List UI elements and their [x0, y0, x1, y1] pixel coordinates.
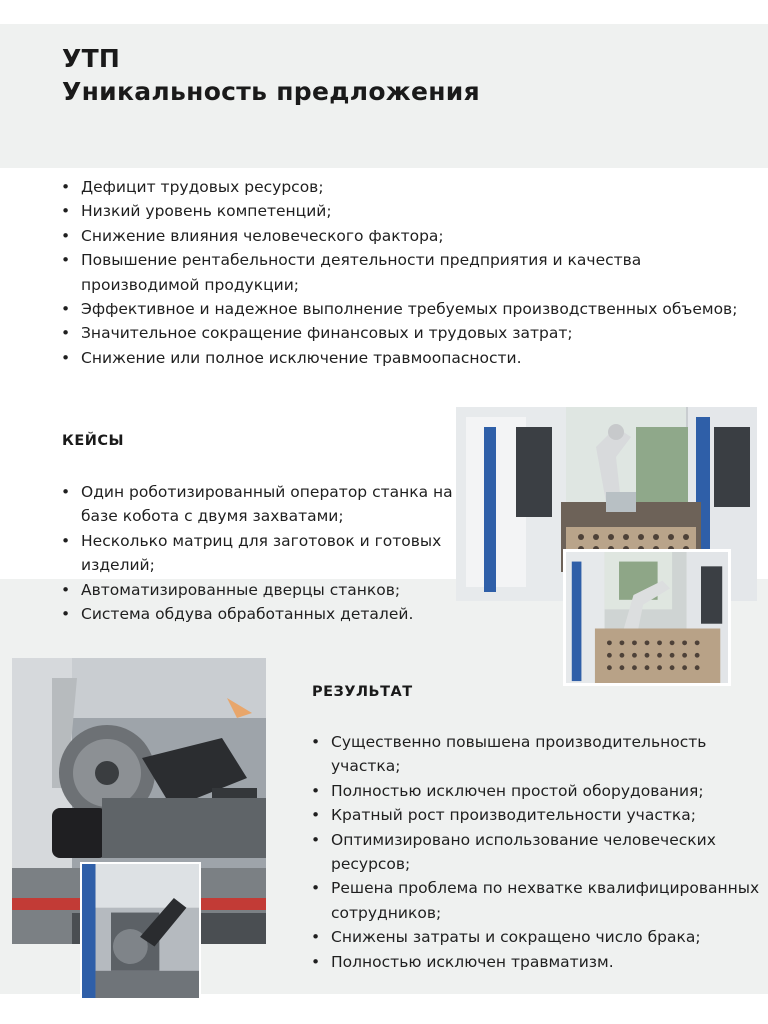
lathe-gripper-closeup-photo [80, 862, 201, 1000]
list-item: • Несколько матриц для заготовок и готовых изделий; [61, 529, 461, 578]
list-item: • Снижение влияния человеческого фактора; [61, 224, 741, 248]
list-item: • Снижены затраты и сокращено число брака; [311, 925, 761, 949]
list-item: • Один роботизированный оператор станка на базе кобота с двумя захватами; [61, 480, 461, 529]
utp-list [61, 175, 741, 370]
list-item: • Снижение или полное исключение травмоопасности. [61, 346, 741, 370]
list-item: • Эффективное и надежное выполнение требуемых производственных объемов; [61, 297, 741, 321]
list-item: • Полностью исключен простой оборудования; [311, 779, 761, 803]
result-list [311, 730, 761, 974]
page-title [62, 42, 480, 108]
list-item: • Автоматизированные дверцы станков; [61, 578, 461, 602]
list-item: • Низкий уровень компетенций; [61, 199, 741, 223]
list-item: • Решена проблема по нехватке квалифицированных сотрудников; [311, 876, 761, 925]
cases-list [61, 480, 461, 626]
title-subtitle: Уникальность предложения [62, 77, 480, 106]
list-item: • Система обдува обработанных деталей. [61, 602, 461, 626]
robot-cell-closeup-photo [563, 549, 731, 686]
list-item: • Полностью исключен травматизм. [311, 950, 761, 974]
title-abbreviation: УТП [62, 44, 121, 73]
list-item: • Существенно повышена производительность участка; [311, 730, 761, 779]
list-item: • Повышение рентабельности деятельности предприятия и качества производимой продукции; [61, 248, 741, 297]
list-item: • Оптимизировано использование человеческих ресурсов; [311, 828, 761, 877]
list-item: • Значительное сокращение финансовых и трудовых затрат; [61, 321, 741, 345]
list-item: • Кратный рост производительности участка; [311, 803, 761, 827]
result-heading: РЕЗУЛЬТАТ [312, 684, 413, 700]
list-item: • Дефицит трудовых ресурсов; [61, 175, 741, 199]
cases-heading: КЕЙСЫ [62, 433, 125, 449]
